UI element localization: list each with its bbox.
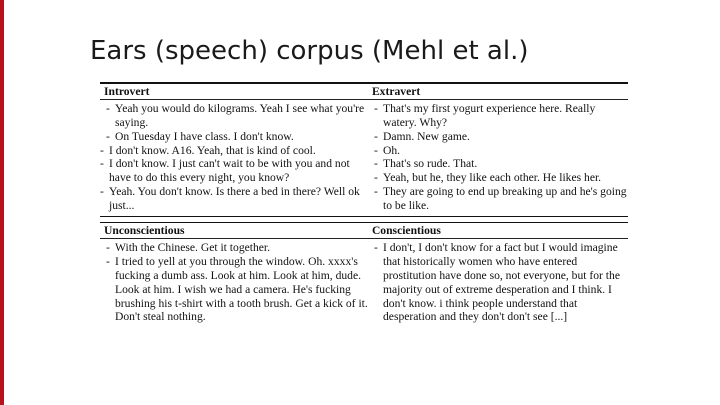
utterance-text: Oh.: [383, 143, 401, 157]
slide-title: Ears (speech) corpus (Mehl et al.): [90, 36, 529, 66]
personality-utterance-table: [100, 82, 628, 327]
utterance-text: I don't know. I just can't wait to be with you and not have to do this every night, you know?: [109, 157, 350, 185]
utterance-text: I don't, I don't know for a fact but I would imagine that historically women who have entered prostitution have done so, not everyone, but for the majority out of extreme desperation and I think. I don't know. i think people understand that desperation and they don't don't see [...]: [383, 241, 620, 324]
unconscientious-utterance: - I tried to yell at you through the window. Oh. xxxx's fucking a dumb ass. Look at him. Look at him, dude. Look at him. I wish we had a camera. He's fucking brushing his t-shirt with a tooth brush. Get a kick of it. Don't steal nothing.: [106, 255, 368, 324]
introvert-utterance: - I don't know. I just can't wait to be with you and not have to do this every night, you know?: [100, 157, 350, 185]
introvert-utterance: - I don't know. A16. Yeah, that is kind of cool.: [100, 143, 316, 157]
extravert-utterance: - Yeah, but he, they like each other. He likes her.: [374, 171, 602, 185]
conscientious-header: Conscientious: [371, 223, 441, 237]
extravert-column: [368, 102, 628, 212]
extravert-utterance: - That's so rude. That.: [374, 157, 478, 171]
extravert-utterance: - Damn. New game.: [374, 129, 470, 143]
introvert-utterance: - On Tuesday I have class. I don't know.: [106, 129, 294, 143]
introvert-header: Introvert: [104, 84, 150, 98]
utterance-text: Yeah. You don't know. Is there a bed in there? Well ok just...: [109, 185, 360, 212]
utterance-text: That's so rude. That.: [383, 157, 478, 171]
table1-header-row: [100, 84, 628, 100]
unconscientious-utterance: - With the Chinese. Get it together.: [106, 241, 271, 255]
table2-body-row: [100, 239, 628, 327]
utterance-text: They are going to end up breaking up and he's going to be like.: [383, 185, 627, 212]
table2-header-row: [100, 223, 628, 239]
introvert-column: [100, 102, 368, 212]
extravert-utterance: - That's my first yogurt experience here. Really watery. Why?: [374, 102, 596, 130]
utterance-text: With the Chinese. Get it together.: [115, 241, 271, 255]
introvert-utterance: - Yeah you would do kilograms. Yeah I see what you're saying.: [106, 102, 365, 130]
introvert-utterance: - Yeah. You don't know. Is there a bed in there? Well ok just...: [100, 185, 360, 212]
utterance-text: That's my first yogurt experience here. Really watery. Why?: [383, 102, 596, 130]
extravert-utterance: - Oh.: [374, 143, 401, 157]
utterance-text: On Tuesday I have class. I don't know.: [115, 129, 294, 143]
unconscientious-column: [100, 241, 368, 324]
utterance-text: Yeah you would do kilograms. Yeah I see what you're saying.: [115, 102, 365, 130]
utterance-text: I don't know. A16. Yeah, that is kind of cool.: [109, 143, 316, 157]
extravert-header: Extravert: [371, 84, 421, 98]
extravert-utterance: - They are going to end up breaking up and he's going to be like.: [374, 185, 627, 212]
slide-accent-bar: [0, 0, 4, 405]
utterance-text: I tried to yell at you through the window. Oh. xxxx's fucking a dumb ass. Look at him. Look at him, dude. Look at him. I wish we had a camera. He's fucking brushing his t-shirt with a tooth brush. Get a kick of it. Don't steal nothing.: [115, 255, 368, 324]
conscientious-column: [368, 241, 628, 324]
conscientious-utterance: - I don't, I don't know for a fact but I would imagine that historically women who have entered prostitution have done so, not everyone, but for the majority out of extreme desperation and I think. I don't know. i think people understand that desperation and they don't don't see [...]: [374, 241, 620, 324]
utterance-text: Damn. New game.: [383, 129, 470, 143]
unconscientious-header: Unconscientious: [104, 223, 185, 237]
table1-body-row: [100, 100, 628, 215]
utterance-text: Yeah, but he, they like each other. He likes her.: [383, 171, 602, 185]
section-double-rule: [100, 216, 628, 223]
